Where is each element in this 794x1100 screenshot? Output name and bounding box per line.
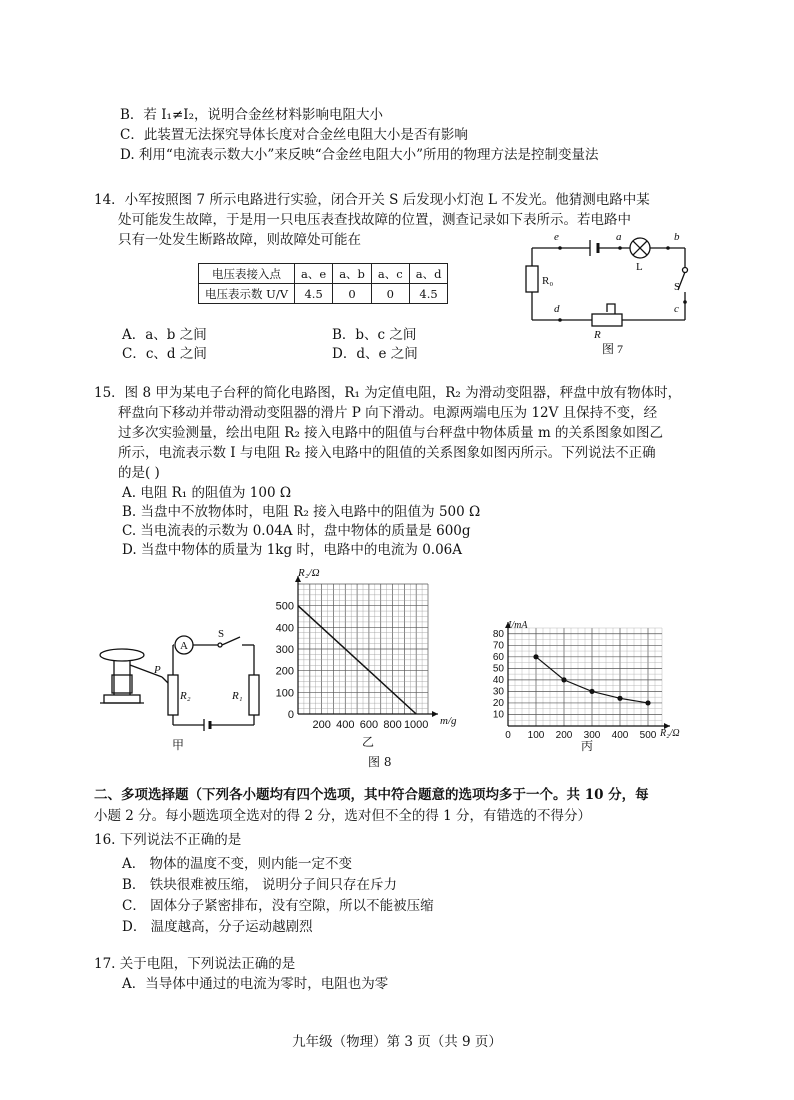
q16-stem: 16. 下列说法不正确的是 bbox=[94, 832, 242, 848]
q16-option-d: D． 温度越高，分子运动越剧烈 bbox=[122, 919, 313, 935]
section2-line1: 二、多项选择题（下列各小题均有四个选项，其中符合题意的选项均多于一个。共 10 分，每 bbox=[94, 787, 649, 803]
label-b: b bbox=[674, 231, 680, 243]
label-R1: R₁ bbox=[232, 690, 243, 702]
q15-stem-line2: 秤盘向下移动并带动滑动变阻器的滑片 P 向下滑动。电源两端电压为 12V 且保持不变，经 bbox=[118, 405, 658, 421]
chart-yi bbox=[268, 562, 468, 752]
data-point bbox=[533, 654, 538, 659]
data-point bbox=[617, 696, 622, 701]
label-R0: R₀ bbox=[542, 275, 554, 287]
q14-option-c: C．c、d 之间 bbox=[122, 346, 207, 362]
figure-8-caption: 图 8 bbox=[368, 755, 392, 769]
x-tick-label: 200 bbox=[312, 719, 331, 731]
q16-option-b: B． 铁块很难被压缩， 说明分子间只存在斥力 bbox=[122, 877, 398, 893]
y-tick-label: 10 bbox=[492, 709, 504, 721]
y-tick-label: 70 bbox=[492, 640, 504, 652]
section2-line2: 小题 2 分。每小题选项全选对的得 2 分，选对但不全的得 1 分，有错选的不得分） bbox=[94, 808, 592, 824]
q15-option-d: D. 当盘中物体的质量为 1kg 时，电路中的电流为 0.06A bbox=[122, 542, 463, 558]
table-point: a、c bbox=[371, 264, 409, 284]
q15-stem-line1: 15．图 8 甲为某电子台秤的简化电路图，R₁ 为定值电阻，R₂ 为滑动变阻器，秤盘中放有物体时， bbox=[94, 385, 682, 401]
table-header-values: 电压表示数 U/V bbox=[199, 284, 295, 304]
x-tick-label: 400 bbox=[336, 719, 355, 731]
x-tick-label: 1000 bbox=[403, 719, 429, 731]
q14-stem-line3: 只有一处发生断路故障，则故障处可能在 bbox=[118, 232, 361, 248]
figure-7-caption: 图 7 bbox=[602, 342, 624, 356]
y-tick-label: 20 bbox=[492, 697, 504, 709]
y-tick-label: 80 bbox=[492, 628, 504, 640]
q14-option-a: A．a、b 之间 bbox=[122, 327, 207, 343]
y-tick-label: 300 bbox=[275, 644, 294, 656]
chart-bing-xlabel: R₂/Ω bbox=[660, 728, 680, 739]
page-footer: 九年级（物理）第 3 页（共 9 页） bbox=[292, 1034, 502, 1050]
q13-option-c: C．此装置无法探究导体长度对合金丝电阻大小是否有影响 bbox=[120, 127, 468, 143]
table-value: 0 bbox=[333, 284, 372, 304]
x-tick-label: 800 bbox=[383, 719, 402, 731]
label-e: e bbox=[554, 231, 559, 243]
chart-yi-title: 乙 bbox=[361, 735, 375, 749]
q13-option-d: D. 利用“电流表示数大小”来反映“合金丝电阻大小”所用的物理方法是控制变量法 bbox=[120, 147, 599, 163]
table-header-points: 电压表接入点 bbox=[199, 264, 295, 284]
data-point bbox=[589, 689, 594, 694]
q15-stem-line4: 所示，电流表示数 I 与电阻 R₂ 接入电路中的阻值的关系图象如图丙所示。下列说法不正确 bbox=[118, 445, 656, 461]
y-tick-label: 40 bbox=[492, 674, 504, 686]
x-tick-label: 300 bbox=[583, 730, 601, 741]
q15-stem-line3: 过多次实验测量，绘出电阻 R₂ 接入电路中的阻值与台秤盘中物体质量 m 的关系图象如图乙 bbox=[118, 425, 664, 441]
q14-stem-line2: 处可能发生故障，于是用一只电压表查找故障的位置，测查记录如下表所示。若电路中 bbox=[118, 212, 631, 228]
y-tick-label: 500 bbox=[275, 600, 294, 613]
voltage-table bbox=[198, 263, 448, 304]
chart-bing-ylabel: I/mA bbox=[508, 620, 528, 631]
table-value: 4.5 bbox=[409, 284, 448, 304]
q14-stem-line1: 14．小军按照图 7 所示电路进行实验，闭合开关 S 后发现小灯泡 L 不发光。他猜测电路中某 bbox=[94, 192, 650, 208]
table-point: a、d bbox=[409, 264, 448, 284]
x-tick-label: 500 bbox=[639, 730, 657, 741]
label-R: R bbox=[594, 329, 601, 341]
q14-option-b: B．b、c 之间 bbox=[332, 327, 417, 343]
q15-option-a: A. 电阻 R₁ 的阻值为 100 Ω bbox=[122, 485, 292, 501]
label-S: S bbox=[674, 281, 681, 293]
label-c: c bbox=[674, 303, 679, 315]
q17-option-a: A．当导体中通过的电流为零时，电阻也为零 bbox=[122, 976, 389, 992]
chart-yi-xlabel: m/g bbox=[440, 715, 457, 727]
data-point bbox=[561, 677, 566, 682]
y-tick-label: 100 bbox=[275, 687, 294, 700]
chart-yi-ylabel: R₂/Ω bbox=[298, 567, 320, 579]
table-point: a、e bbox=[295, 264, 333, 284]
figure-8-jia-circuit bbox=[92, 625, 267, 755]
label-L: L bbox=[636, 261, 643, 273]
table-point: a、b bbox=[333, 264, 372, 284]
x-tick-label: 100 bbox=[527, 730, 545, 741]
table-value: 4.5 bbox=[295, 284, 333, 304]
y-tick-label: 200 bbox=[275, 665, 294, 678]
q15-option-c: C. 当电流表的示数为 0.04A 时，盘中物体的质量是 600g bbox=[122, 523, 471, 539]
x-tick-label: 200 bbox=[555, 730, 573, 741]
y-tick-label: 30 bbox=[492, 686, 504, 698]
q15-stem-line5: 的是( ) bbox=[118, 465, 160, 481]
y-tick-label: 50 bbox=[492, 663, 504, 675]
chart-bing bbox=[482, 614, 692, 754]
chart-bing-title: 丙 bbox=[580, 739, 594, 753]
x-tick-label: 0 bbox=[505, 730, 511, 741]
y-tick-label: 0 bbox=[287, 709, 294, 721]
y-tick-label: 60 bbox=[492, 651, 504, 663]
q16-option-a: A． 物体的温度不变，则内能一定不变 bbox=[122, 856, 353, 872]
caption-jia: 甲 bbox=[172, 738, 185, 752]
q16-option-c: C． 固体分子紧密排布，没有空隙，所以不能被压缩 bbox=[122, 898, 434, 914]
x-axis-arrow bbox=[432, 711, 438, 717]
table-value: 0 bbox=[371, 284, 409, 304]
label-R2: R₂ bbox=[180, 690, 191, 702]
data-point bbox=[645, 700, 650, 705]
label-ammeter-A: A bbox=[180, 640, 188, 652]
q17-stem: 17. 关于电阻，下列说法正确的是 bbox=[94, 956, 296, 972]
q15-option-b: B. 当盘中不放物体时，电阻 R₂ 接入电路中的阻值为 500 Ω bbox=[122, 504, 481, 520]
q14-option-d: D．d、e 之间 bbox=[332, 346, 418, 362]
label-d: d bbox=[554, 303, 560, 315]
x-tick-label: 600 bbox=[359, 719, 379, 731]
label-switch-S: S bbox=[218, 628, 225, 640]
label-P: P bbox=[154, 664, 161, 676]
label-a: a bbox=[616, 231, 622, 243]
figure-7-circuit bbox=[520, 228, 700, 358]
q13-option-b: B．若 I₁≠I₂，说明合金丝材料影响电阻大小 bbox=[120, 107, 384, 123]
x-tick-label: 400 bbox=[611, 730, 629, 741]
y-tick-label: 400 bbox=[275, 622, 294, 635]
